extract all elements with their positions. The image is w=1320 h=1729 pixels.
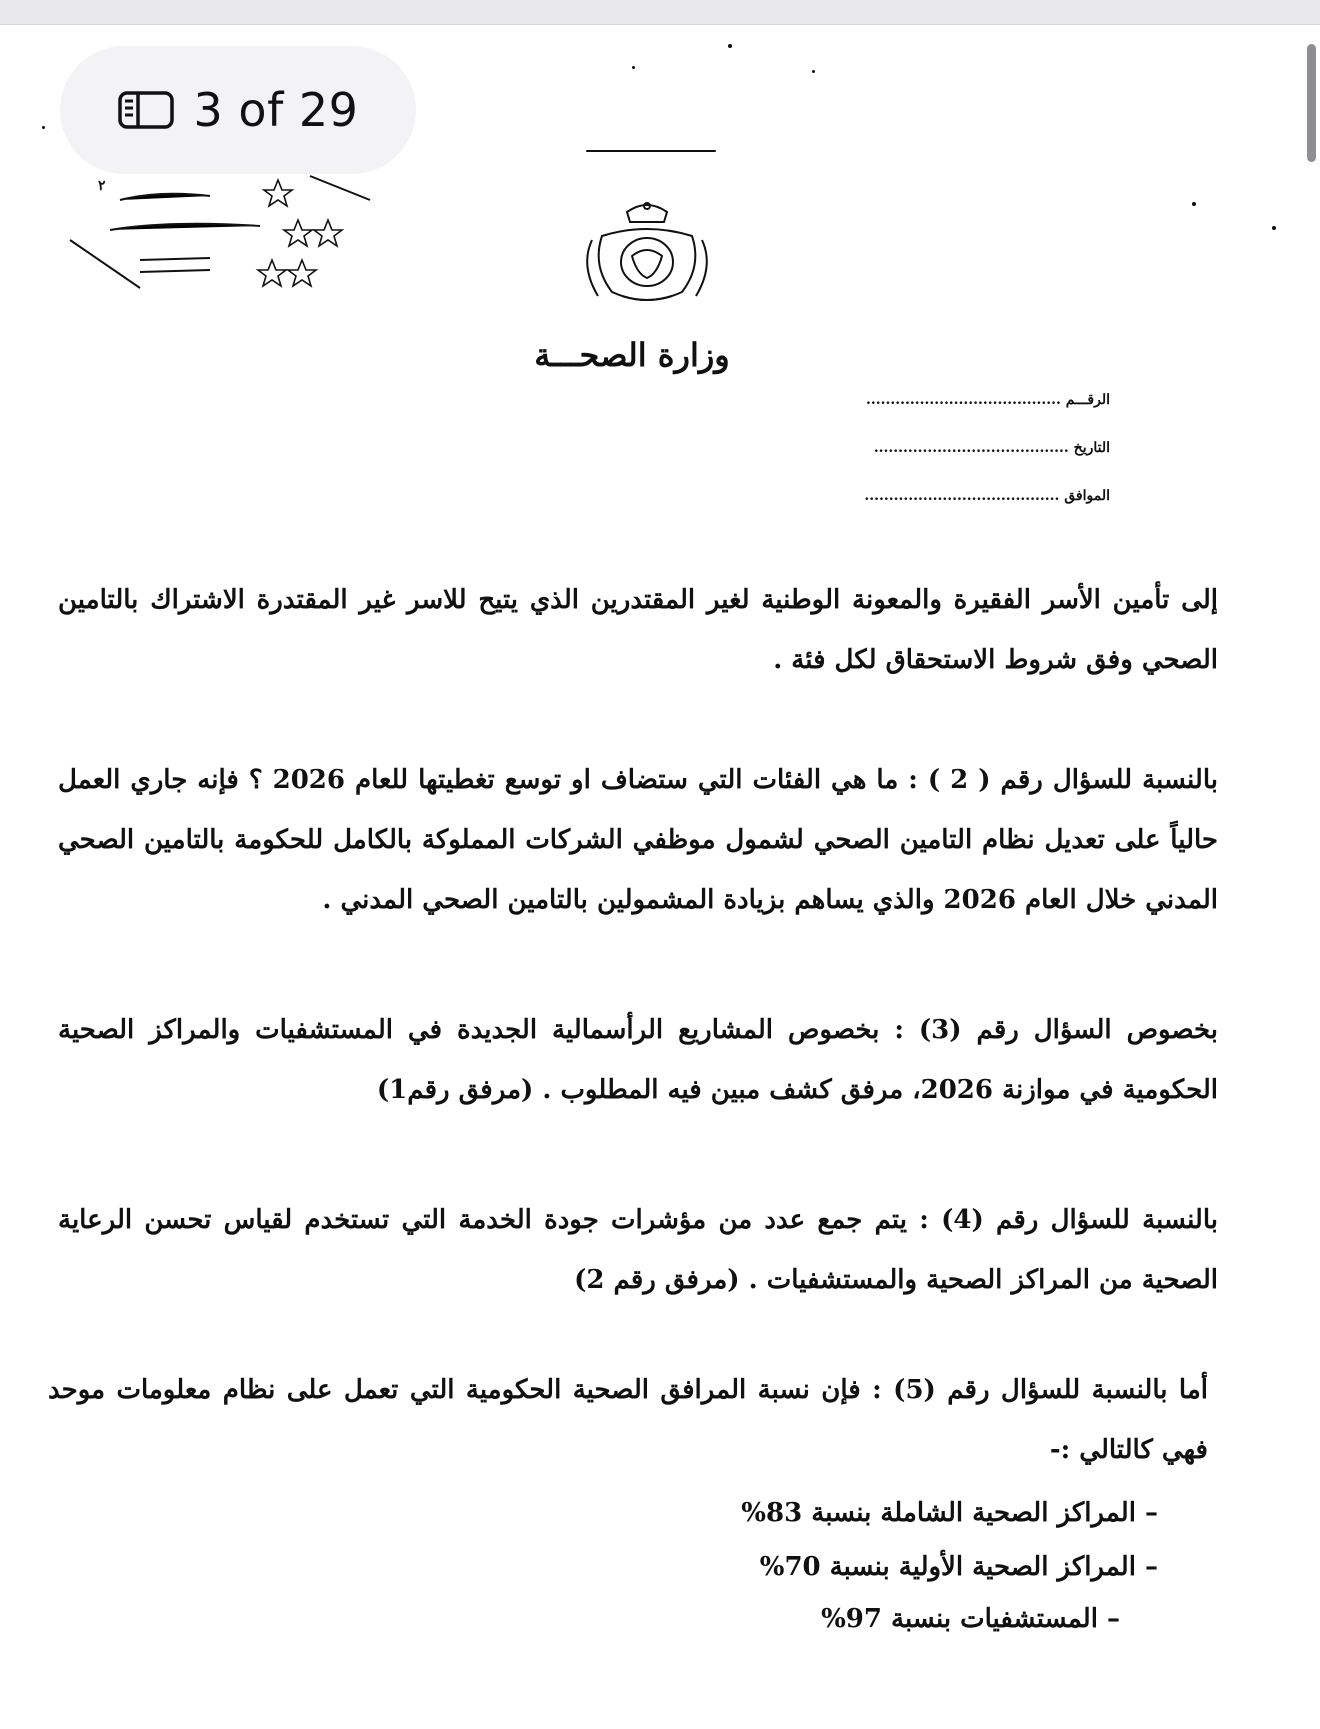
ref-number-field — [866, 392, 1110, 408]
scan-speck — [632, 66, 635, 69]
coat-of-arms — [572, 196, 722, 308]
list-item: – المستشفيات بنسبة 97% — [821, 1604, 1120, 1634]
ministry-name: وزارة الصحـــة — [534, 336, 730, 374]
scan-line — [586, 150, 716, 152]
paragraph-3: بخصوص السؤال رقم (3) : بخصوص المشاريع الرأسمالية الجديدة في المستشفيات والمراكز الصحية الحكومية في موازنة 2026، مرفق كشف مبين فيه المطلوب . (مرفق رقم1) — [58, 1015, 1218, 1105]
list-item: – المراكز الصحية الشاملة بنسبة 83% — [741, 1498, 1158, 1528]
page-counter: 3 of 29 — [193, 83, 359, 137]
hijri-date-dots: ........................................ — [864, 488, 1060, 504]
list-item: – المراكز الصحية الأولية بنسبة 70% — [759, 1552, 1158, 1582]
ref-number-dots: ........................................ — [865, 392, 1061, 408]
hijri-date-label: الموافق — [1064, 488, 1110, 504]
viewer-top-bar — [0, 0, 1320, 25]
date-label: التاريخ — [1073, 440, 1110, 456]
date-dots: ........................................ — [873, 440, 1069, 456]
ref-number-label: الرقـــم — [1065, 392, 1110, 408]
scan-speck — [42, 126, 45, 129]
hijri-date-field — [864, 488, 1110, 504]
scan-speck — [1192, 202, 1196, 206]
scan-speck — [1272, 226, 1276, 230]
page-indicator[interactable] — [60, 46, 416, 174]
paragraph-2: بالنسبة للسؤال رقم ( 2 ) : ما هي الفئات التي ستضاف او توسع تغطيتها للعام 2026 ؟ فإنه جاري العمل حالياً على تعديل نظام التامين الصحي لشمول موظفي الشركات المملوكة بالكامل للحكومة بالتامين الصحي المدني خلال العام 2026 والذي يساهم بزيادة المشمولين بالتامين الصحي المدني . — [58, 765, 1218, 915]
paragraph-1: إلى تأمين الأسر الفقيرة والمعونة الوطنية لغير المقتدرين الذي يتيح للاسر غير المقتدرة الاشتراك بالتامين الصحي وفق شروط الاستحقاق لكل فئة . — [58, 585, 1218, 675]
sidebar-icon[interactable] — [118, 91, 174, 129]
paragraph-5: أما بالنسبة للسؤال رقم (5) : فإن نسبة المرافق الصحية الحكومية التي تعمل على نظام معلومات موحد فهي كالتالي :- — [48, 1375, 1208, 1465]
scrollbar[interactable] — [1307, 44, 1316, 162]
paragraph-4: بالنسبة للسؤال رقم (4) : يتم جمع عدد من مؤشرات جودة الخدمة التي تستخدم لقياس تحسن الرعاية الصحية من المراكز الصحية والمستشفيات . (مرفق رقم 2) — [58, 1205, 1218, 1295]
scan-speck — [728, 44, 732, 48]
date-field — [874, 440, 1110, 456]
svg-text:٢: ٢ — [98, 178, 106, 194]
scan-speck — [812, 70, 815, 73]
award-stamp — [60, 160, 390, 320]
